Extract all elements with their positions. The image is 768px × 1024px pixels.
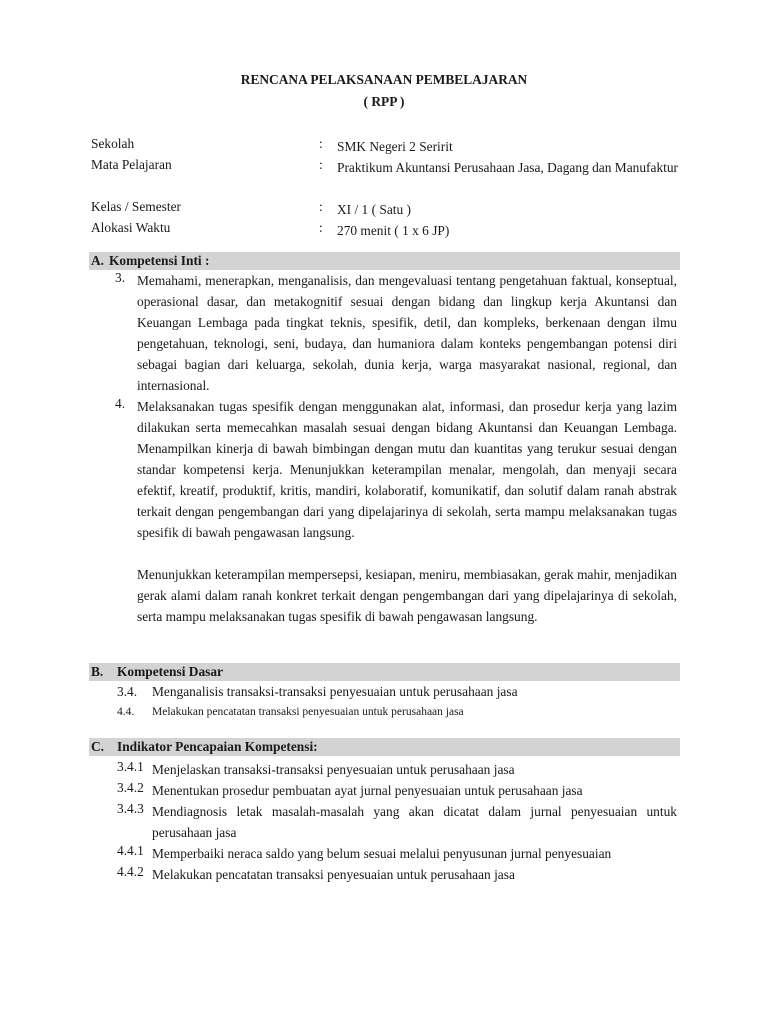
identity-colon: :: [319, 220, 323, 235]
ki-item-text: Melaksanakan tugas spesifik dengan menggunakan alat, informasi, dan prosedur kerja yang lazim dilakukan serta memecahkan masalah sesuai dengan bidang Akuntansi dan Keuangan Lembaga. Menampilkan kinerja di bawah bimbingan dengan mutu dan kuantitas yang terukur sesuai dengan standar kompetensi kerja. Menunjukkan keterampilan menalar, mengolah, dan menyaji secara efektif, kreatif, produktif, kritis, mandiri, kolaboratif, komunikatif, dan solutif dalam ranah abstrak terkait dengan pengembangan dari yang dipelajarinya di sekolah, serta mampu melaksanakan tugas spesifik di bawah pengawasan langsung.: [137, 399, 677, 540]
ki-number: 3.: [115, 270, 126, 285]
identity-value: XI / 1 ( Satu ): [337, 202, 412, 217]
identity-row-mata-pelajaran: [91, 157, 681, 178]
section-c-header: [89, 738, 680, 756]
ki-number: 4.: [115, 396, 126, 411]
identity-label: Alokasi Waktu: [91, 220, 171, 235]
indicator-number: 4.4.1: [117, 843, 144, 858]
section-b-header: [89, 663, 680, 681]
indicator-text: Memperbaiki neraca saldo yang belum sesuai melalui penyusunan jurnal penyesuaian: [152, 846, 612, 861]
indicator-text: Melakukan pencatatan transaksi penyesuaian untuk perusahaan jasa: [152, 867, 515, 882]
identity-value: Praktikum Akuntansi Perusahaan Jasa, Dagang dan Manufaktur: [337, 160, 679, 175]
identity-row-sekolah: [91, 136, 681, 157]
ki-item-text: Menunjukkan keterampilan mempersepsi, kesiapan, meniru, membiasakan, gerak mahir, menjadikan gerak alami dalam ranah konkret terkait dengan pengembangan dari yang dipelajarinya di sekolah, serta mampu melaksanakan tugas spesifik di bawah pengawasan langsung.: [137, 567, 677, 624]
indicator-number: 3.4.2: [117, 780, 144, 795]
indicator-text: Mendiagnosis letak masalah-masalah yang akan dicatat dalam jurnal penyesuaian untuk perusahaan jasa: [152, 804, 677, 840]
document-title: RENCANA PELAKSANAAN PEMBELAJARAN: [240, 72, 528, 87]
identity-row-kelas-semester: [91, 199, 681, 220]
indicator-number: 3.4.1: [117, 759, 144, 774]
section-heading: Kompetensi Dasar: [117, 664, 224, 679]
indicator-number: 4.4.2: [117, 864, 144, 879]
identity-label: Mata Pelajaran: [91, 157, 172, 172]
section-letter: B.: [91, 664, 104, 679]
identity-colon: :: [319, 136, 323, 151]
kd-item-text: Menganalisis transaksi-transaksi penyesuaian untuk perusahaan jasa: [152, 684, 518, 699]
section-letter: A.: [91, 253, 105, 268]
identity-value: 270 menit ( 1 x 6 JP): [337, 223, 450, 238]
identity-label: Sekolah: [91, 136, 135, 151]
document-subtitle: ( RPP ): [363, 94, 405, 109]
section-heading: Indikator Pencapaian Kompetensi:: [117, 739, 318, 754]
identity-label: Kelas / Semester: [91, 199, 181, 214]
identity-row-alokasi-waktu: [91, 220, 681, 241]
indicator-text: Menentukan prosedur pembuatan ayat jurnal penyesuaian untuk perusahaan jasa: [152, 783, 583, 798]
identity-colon: :: [319, 199, 323, 214]
kd-number: 4.4.: [117, 706, 135, 718]
kd-item-text: Melakukan pencatatan transaksi penyesuaian untuk perusahaan jasa: [152, 706, 464, 718]
section-heading: Kompetensi Inti :: [109, 253, 210, 268]
indicator-text: Menjelaskan transaksi-transaksi penyesuaian untuk perusahaan jasa: [152, 762, 515, 777]
section-letter: C.: [91, 739, 105, 754]
indicator-number: 3.4.3: [117, 801, 144, 816]
ki-item-text: Memahami, menerapkan, menganalisis, dan mengevaluasi tentang pengetahuan faktual, konseptual, operasional dasar, dan metakognitif sesuai dengan bidang dan lingkup kerja Akuntansi dan Keuangan Lembaga pada tingkat teknis, spesifik, detil, dan kompleks, berkenaan dengan ilmu pengetahuan, teknologi, seni, budaya, dan humaniora dalam konteks pengembangan potensi diri sebagai bagian dari keluarga, sekolah, dunia kerja, warga masyarakat nasional, regional, dan internasional.: [137, 273, 677, 393]
identity-colon: :: [319, 157, 323, 172]
kd-number: 3.4.: [117, 684, 138, 699]
section-a-header: [89, 252, 680, 270]
identity-value: SMK Negeri 2 Seririt: [337, 139, 453, 154]
